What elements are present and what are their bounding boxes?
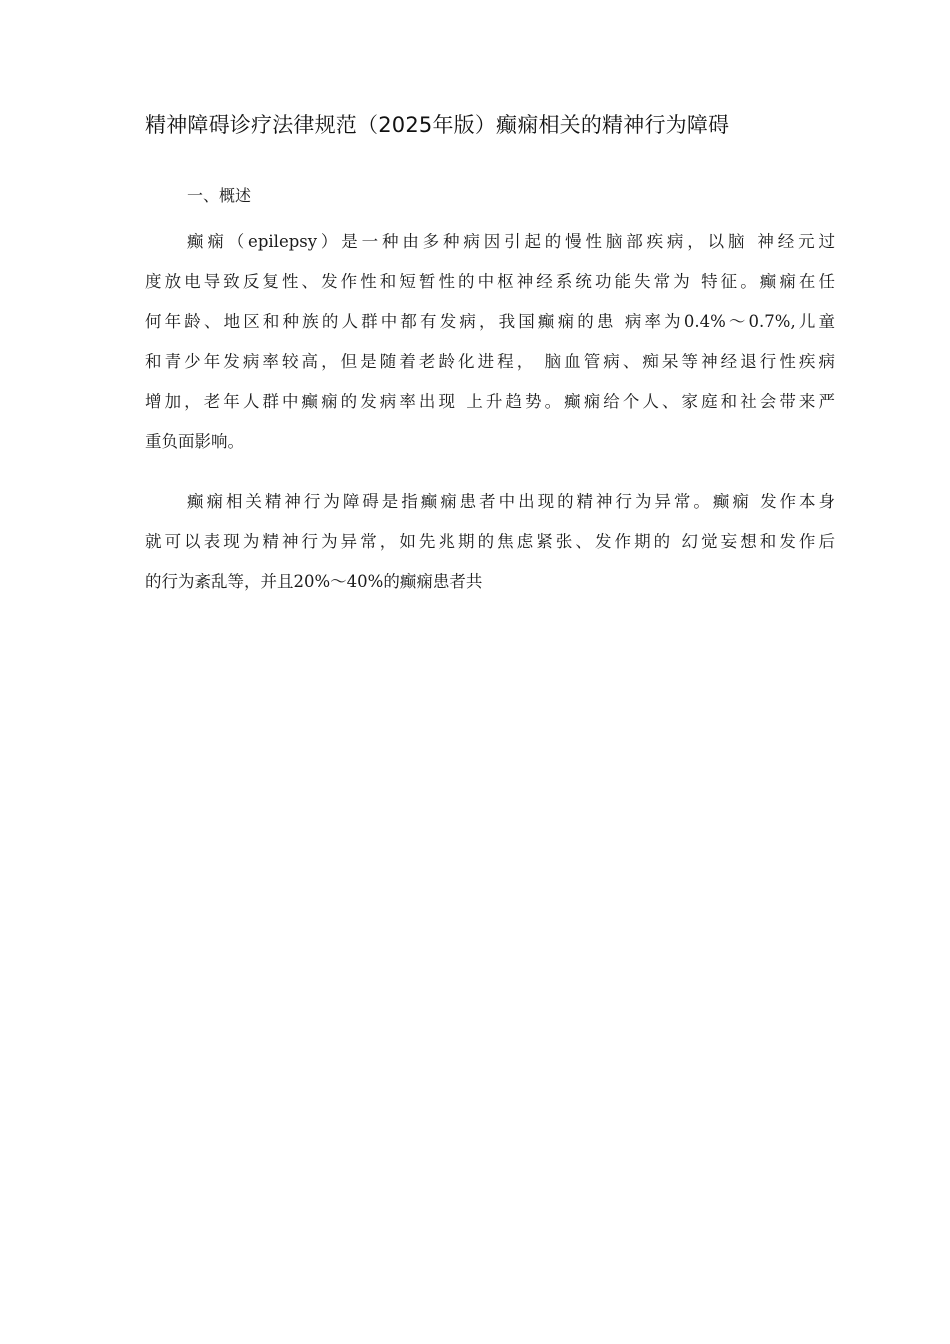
paragraph-line: 重负面影响。	[145, 432, 244, 451]
paragraph-line: 的行为紊乱等，并且20%〜40%的癫痫患者共	[145, 572, 483, 591]
paragraph-overview	[145, 222, 835, 462]
paragraph-definition	[145, 482, 835, 602]
paragraph-line: 增加，老年人群中癫痫的发病率出现 上升趋势。癫痫给个人、家庭和社会带来严	[145, 392, 835, 411]
paragraph-line: 癫痫（epilepsy）是一种由多种病因引起的慢性脑部疾病，以脑 神经元过	[187, 232, 835, 251]
document-title: 精神障碍诊疗法律规范（2025年版）癫痫相关的精神行为障碍	[145, 113, 730, 137]
paragraph-line: 就可以表现为精神行为异常，如先兆期的焦虑紧张、发作期的 幻觉妄想和发作后	[145, 532, 835, 551]
paragraph-line: 癫痫相关精神行为障碍是指癫痫患者中出现的精神行为异常。癫痫 发作本身	[187, 492, 835, 511]
paragraph-line: 度放电导致反复性、发作性和短暂性的中枢神经系统功能失常为 特征。癫痫在任	[145, 272, 835, 291]
paragraph-line: 和青少年发病率较高，但是随着老龄化进程， 脑血管病、痴呆等神经退行性疾病	[145, 352, 835, 371]
paragraph-line: 何年龄、地区和种族的人群中都有发病，我国癫痫的患 病率为0.4%〜0.7%,儿童	[145, 312, 835, 331]
section-heading: 一、概述	[187, 186, 252, 205]
